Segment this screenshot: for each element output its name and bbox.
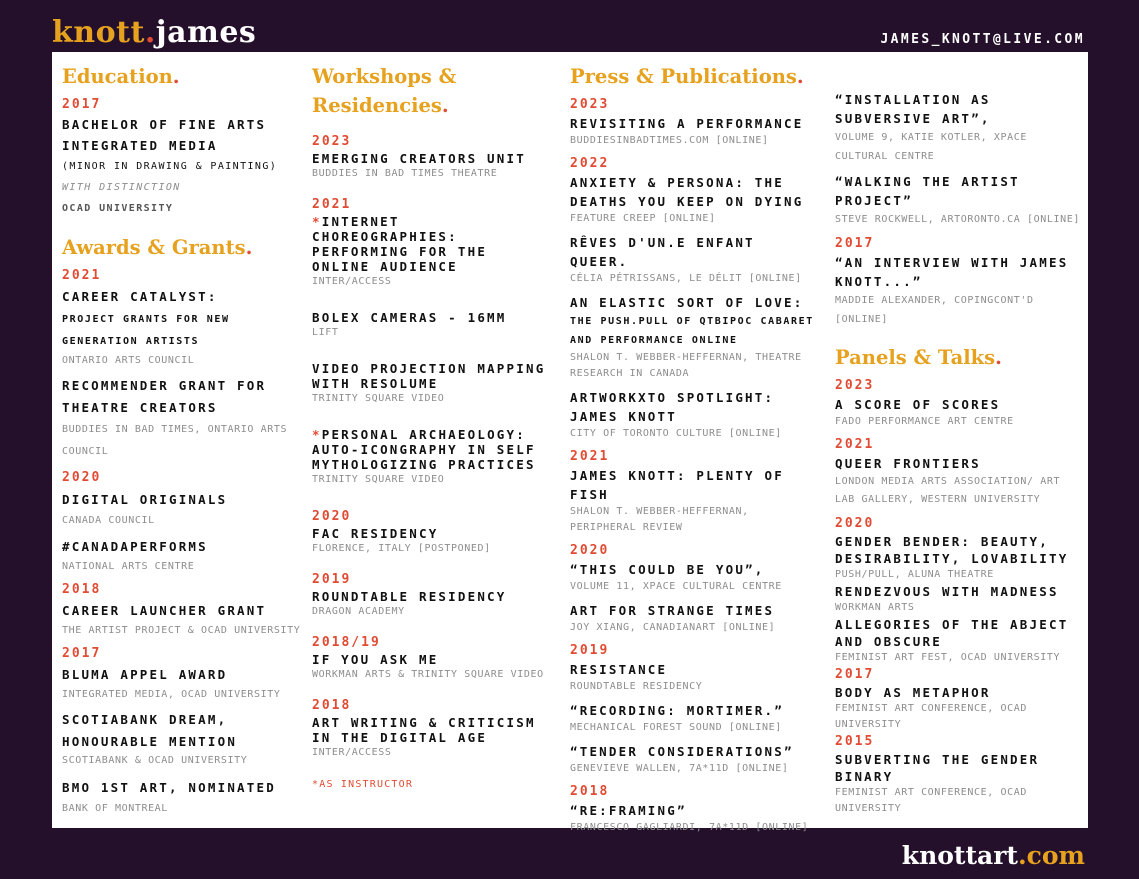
brand-first: knott (52, 15, 145, 50)
press-title: ART FOR STRANGE TIMES (570, 603, 775, 618)
workshop-title: IF YOU ASK ME (312, 652, 439, 667)
press-note: GENEVIEVE WALLEN, 7A*11D [ONLINE] (570, 763, 789, 774)
panel-title: GENDER BENDER: BEAUTY, DESIRABILITY, LOVABILITY (835, 534, 1069, 566)
press-title: RESISTANCE (570, 662, 668, 677)
award-title: CAREER LAUNCHER GRANT (62, 603, 267, 618)
panel-note: PUSH/PULL, ALUNA THEATRE (835, 569, 994, 580)
workshop-note: BUDDIES IN BAD TIMES THEATRE (312, 168, 498, 179)
panel-note: FEMINIST ART FEST, OCAD UNIVERSITY (835, 652, 1061, 663)
year: 2019 (312, 572, 352, 587)
award-title: BMO 1ST ART, NOMINATED (62, 780, 276, 795)
brand-logo (52, 13, 256, 53)
year: 2023 (312, 134, 352, 149)
press-title: ANXIETY & PERSONA: THE DEATHS YOU KEEP ON DYING (570, 175, 804, 209)
workshop-title: *INTERNET CHOREOGRAPHIES: PERFORMING FOR THE ONLINE AUDIENCE (312, 214, 488, 274)
year: 2023 (570, 97, 610, 112)
year: 2018 (62, 582, 102, 597)
year: 2021 (835, 437, 875, 452)
press-note: SHALON T. WEBBER-HEFFERNAN, THEATRE RESEARCH IN CANADA (570, 352, 802, 379)
education-heading: Education. (62, 65, 180, 88)
year: 2018 (570, 784, 610, 799)
column-press-panels (835, 90, 1080, 817)
year: 2020 (835, 516, 875, 531)
workshop-title: *PERSONAL ARCHAEOLOGY: AUTO-ICONGRAPHY IN SELF MYTHOLOGIZING PRACTICES (312, 427, 536, 472)
workshop-title: VIDEO PROJECTION MAPPING WITH RESOLUME (312, 361, 546, 391)
award-title: #CANADAPERFORMS (62, 539, 208, 554)
footnote: *AS INSTRUCTOR (312, 779, 414, 790)
year: 2021 (312, 197, 352, 212)
award-title: RECOMMENDER GRANT FOR THEATRE CREATORS (62, 378, 267, 415)
press-title: “THIS COULD BE YOU”, (570, 562, 765, 577)
year: 2017 (835, 667, 875, 682)
year: 2018 (312, 698, 352, 713)
year: 2021 (62, 268, 102, 283)
column-press (570, 62, 815, 842)
press-note: JOY XIANG, CANADIANART [ONLINE] (570, 622, 776, 633)
press-title: “RE:FRAMING” (570, 803, 687, 818)
workshop-note: TRINITY SQUARE VIDEO (312, 474, 445, 485)
awards-heading: Awards & Grants. (62, 236, 253, 259)
press-note: FEATURE CREEP [ONLINE] (570, 213, 716, 224)
press-title: “INSTALLATION AS SUBVERSIVE ART”, (835, 92, 991, 126)
panel-note: FADO PERFORMANCE ART CENTRE (835, 416, 1014, 427)
award-note: BANK OF MONTREAL (62, 803, 168, 814)
press-note: VOLUME 9, KATIE KOTLER, XPACE CULTURAL CENTRE (835, 132, 1027, 162)
panels-heading: Panels & Talks. (835, 346, 1002, 369)
panel-note: FEMINIST ART CONFERENCE, OCAD UNIVERSITY (835, 787, 1027, 814)
award-note: INTEGRATED MEDIA, OCAD UNIVERSITY (62, 689, 281, 700)
press-title: “WALKING THE ARTIST PROJECT” (835, 174, 1020, 208)
award-note: CANADA COUNCIL (62, 515, 155, 526)
workshop-title: FAC RESIDENCY (312, 526, 439, 541)
degree-distinction: WITH DISTINCTION (62, 182, 181, 193)
award-title: BLUMA APPEL AWARD (62, 667, 228, 682)
award-note: BUDDIES IN BAD TIMES, ONTARIO ARTS COUNCIL (62, 424, 288, 457)
degree-minor: (MINOR IN DRAWING & PAINTING) (62, 161, 278, 172)
press-title: ARTWORKXTO SPOTLIGHT: JAMES KNOTT (570, 390, 775, 424)
award-title: CAREER CATALYST: (62, 289, 218, 304)
column-workshops (312, 62, 552, 790)
site-tld: .com (1017, 841, 1085, 870)
award-note: ONTARIO ARTS COUNCIL (62, 355, 195, 366)
workshop-note: FLORENCE, ITALY [POSTPONED] (312, 543, 491, 554)
press-note: STEVE ROCKWELL, ARTORONTO.CA [ONLINE] (835, 214, 1080, 225)
year: 2020 (312, 509, 352, 524)
workshop-note: INTER/ACCESS (312, 276, 392, 287)
press-title: “RECORDING: MORTIMER.” (570, 703, 784, 718)
workshop-title: EMERGING CREATORS UNIT (312, 151, 526, 166)
year: 2017 (62, 97, 102, 112)
cv-card (52, 52, 1088, 833)
workshop-note: WORKMAN ARTS & TRINITY SQUARE VIDEO (312, 669, 544, 680)
email-link[interactable]: JAMES_KNOTT@LIVE.COM (880, 32, 1085, 47)
year: 2022 (570, 156, 610, 171)
panel-title: BODY AS METAPHOR (835, 685, 991, 700)
year: 2020 (62, 470, 102, 485)
press-note: CITY OF TORONTO CULTURE [ONLINE] (570, 428, 782, 439)
press-title: AN ELASTIC SORT OF LOVE: (570, 295, 804, 310)
award-note: THE ARTIST PROJECT & OCAD UNIVERSITY (62, 625, 301, 636)
website-link[interactable] (902, 838, 1085, 874)
year: 2019 (570, 643, 610, 658)
panel-title: ALLEGORIES OF THE ABJECT AND OBSCURE (835, 617, 1069, 649)
panel-note: FEMINIST ART CONFERENCE, OCAD UNIVERSITY (835, 703, 1027, 730)
workshop-note: INTER/ACCESS (312, 747, 392, 758)
press-note: CÉLIA PÉTRISSANS, LE DÉLIT [ONLINE] (570, 273, 802, 284)
press-note: FRANCESCO GAGLIARDI, 7A*11D [ONLINE] (570, 822, 809, 833)
press-heading: Press & Publications. (570, 65, 804, 88)
press-title: “AN INTERVIEW WITH JAMES KNOTT...” (835, 255, 1069, 289)
award-title: DIGITAL ORIGINALS (62, 492, 228, 507)
year: 2023 (835, 378, 875, 393)
panel-note: LONDON MEDIA ARTS ASSOCIATION/ ART LAB GALLERY, WESTERN UNIVERSITY (835, 476, 1061, 505)
year: 2015 (835, 734, 875, 749)
panel-title: A SCORE OF SCORES (835, 397, 1001, 412)
press-title: RÊVES D'UN.E ENFANT QUEER. (570, 235, 755, 269)
press-title: REVISITING A PERFORMANCE (570, 116, 804, 131)
award-subtitle: PROJECT GRANTS FOR NEW GENERATION ARTISTS (62, 314, 230, 347)
column-education-awards (62, 62, 302, 823)
press-note: BUDDIESINBADTIMES.COM [ONLINE] (570, 135, 769, 146)
degree-school: OCAD UNIVERSITY (62, 203, 174, 214)
press-title: “TENDER CONSIDERATIONS” (570, 744, 794, 759)
press-title: JAMES KNOTT: PLENTY OF FISH (570, 468, 784, 502)
press-subtitle: THE PUSH.PULL OF QTBIPOC CABARET AND PERFORMANCE ONLINE (570, 316, 814, 346)
year: 2021 (570, 449, 610, 464)
year: 2017 (62, 646, 102, 661)
award-note: SCOTIABANK & OCAD UNIVERSITY (62, 755, 248, 766)
panel-note: WORKMAN ARTS (835, 602, 915, 613)
panel-title: SUBVERTING THE GENDER BINARY (835, 752, 1040, 784)
panel-title: RENDEZVOUS WITH MADNESS (835, 584, 1059, 599)
workshops-heading: Workshops & Residencies. (312, 65, 457, 117)
year: 2020 (570, 543, 610, 558)
press-note: VOLUME 11, XPACE CULTURAL CENTRE (570, 581, 782, 592)
brand-dot: . (144, 15, 156, 50)
press-note: SHALON T. WEBBER-HEFFERNAN, PERIPHERAL REVIEW (570, 506, 749, 533)
year: 2018/19 (312, 635, 381, 650)
workshop-note: LIFT (312, 327, 339, 338)
press-note: MECHANICAL FOREST SOUND [ONLINE] (570, 722, 782, 733)
degree-title: BACHELOR OF FINE ARTS INTEGRATED MEDIA (62, 117, 267, 153)
workshop-title: ART WRITING & CRITICISM IN THE DIGITAL AGE (312, 715, 536, 745)
brand-last: james (155, 15, 257, 50)
site-name: knottart (901, 841, 1018, 870)
panel-title: QUEER FRONTIERS (835, 456, 981, 471)
award-title: SCOTIABANK DREAM, HONOURABLE MENTION (62, 712, 238, 749)
workshop-note: TRINITY SQUARE VIDEO (312, 393, 445, 404)
workshop-note: DRAGON ACADEMY (312, 606, 405, 617)
workshop-title: ROUNDTABLE RESIDENCY (312, 589, 507, 604)
workshop-title: BOLEX CAMERAS - 16MM (312, 310, 507, 325)
award-note: NATIONAL ARTS CENTRE (62, 561, 195, 572)
press-note: MADDIE ALEXANDER, COPINGCONT'D [ONLINE] (835, 295, 1034, 325)
press-note: ROUNDTABLE RESIDENCY (570, 681, 703, 692)
year: 2017 (835, 236, 875, 251)
